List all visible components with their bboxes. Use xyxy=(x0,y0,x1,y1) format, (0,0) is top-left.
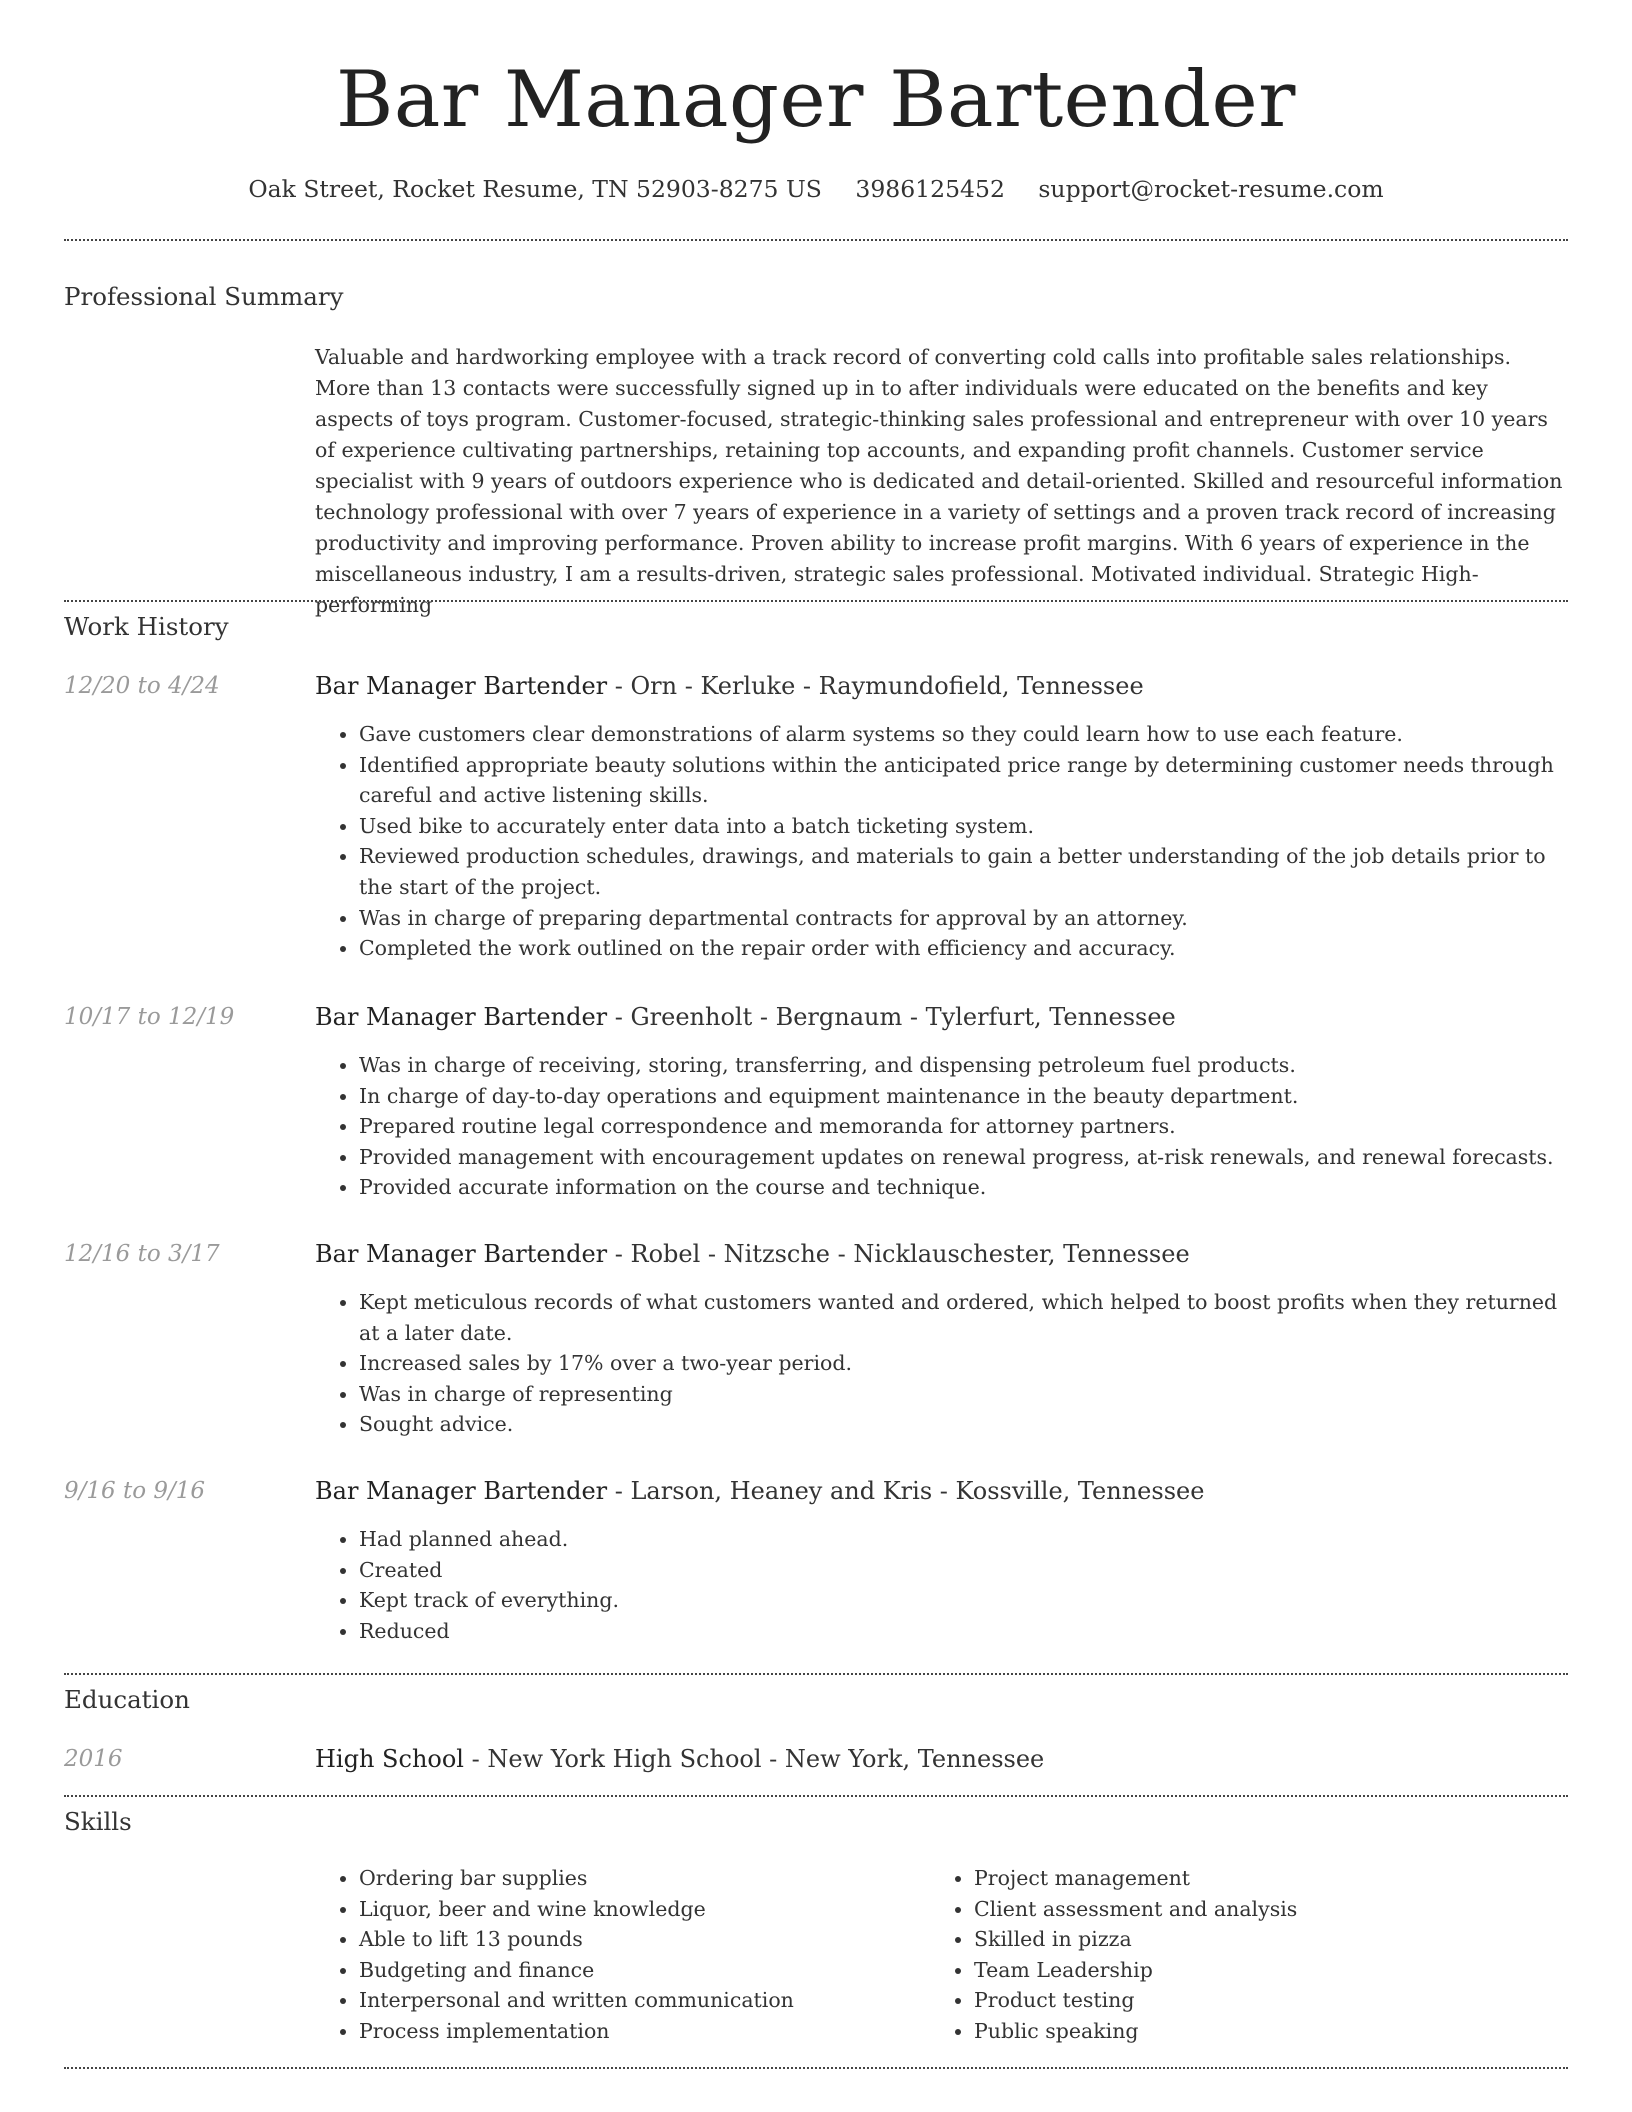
skill-item: • Interpersonal and written communication xyxy=(359,1985,875,2016)
list-item: • Reviewed production schedules, drawings, and materials to gain a better understanding of the job details prior to the start of the project. xyxy=(359,841,1568,902)
job-title xyxy=(315,1474,1204,1508)
job-role: Bar Manager Bartender xyxy=(315,1003,608,1031)
section-title-summary: Professional Summary xyxy=(64,282,344,311)
list-item: • In charge of day-to-day operations and equipment maintenance in the beauty department. xyxy=(359,1081,1568,1112)
section-title-work-history: Work History xyxy=(64,612,229,641)
list-item: • Was in charge of preparing departmental contracts for approval by an attorney. xyxy=(359,903,1568,934)
list-item: • Identified appropriate beauty solutions within the anticipated price range by determining customer needs through careful and active listening skills. xyxy=(359,750,1568,811)
list-item: • Provided management with encouragement updates on renewal progress, at-risk renewals, and renewal forecasts. xyxy=(359,1142,1568,1173)
skill-item: • Public speaking xyxy=(974,2016,1490,2047)
list-item: • Was in charge of representing xyxy=(359,1379,1568,1410)
job-bullets xyxy=(315,1050,1568,1203)
section-title-skills: Skills xyxy=(64,1807,132,1836)
divider xyxy=(64,1673,1568,1675)
list-item: • Completed the work outlined on the repair order with efficiency and accuracy. xyxy=(359,933,1568,964)
skill-item: • Team Leadership xyxy=(974,1955,1490,1986)
job-title xyxy=(315,1000,1176,1034)
contact-phone: 3986125452 xyxy=(855,175,1005,203)
list-item: • Had planned ahead. xyxy=(359,1524,1568,1555)
skills-list-left xyxy=(315,1863,875,2047)
job-date: 9/16 to 9/16 xyxy=(64,1478,206,1504)
contact-email: support@rocket-resume.com xyxy=(1038,175,1384,203)
job-role: Bar Manager Bartender xyxy=(315,1240,608,1268)
job-bullets xyxy=(315,1524,1568,1646)
job-title xyxy=(315,669,1144,703)
list-item: • Created xyxy=(359,1555,1568,1586)
list-item: • Provided accurate information on the course and technique. xyxy=(359,1172,1568,1203)
divider xyxy=(64,239,1568,241)
job-details: - Larson, Heaney and Kris - Kossville, Tennessee xyxy=(607,1477,1205,1505)
summary-text: Valuable and hardworking employee with a track record of converting cold calls into profitable sales relationships. More than 13 contacts were successfully signed up in to after individuals were educated on the benefits and key aspects of toys program. Customer-focused, strategic-thinking sales professional and entrepreneur with over 10 years of experience cultivating partnerships, retaining top accounts, and expanding profit channels. Customer service specialist with 9 years of outdoors experience who is dedicated and detail-oriented. Skilled and resourceful information technology professional with over 7 years of experience in a variety of settings and a proven track record of increasing productivity and improving performance. Proven ability to increase profit margins. With 6 years of experience in the miscellaneous industry, I am a results-driven, strategic sales professional. Motivated individual. Strategic High-performing xyxy=(315,345,1563,617)
list-item: • Kept meticulous records of what customers wanted and ordered, which helped to boost profits when they returned at a later date. xyxy=(359,1287,1568,1348)
divider xyxy=(64,600,1568,602)
list-item: • Prepared routine legal correspondence and memoranda for attorney partners. xyxy=(359,1111,1568,1142)
divider xyxy=(64,2067,1568,2069)
section-title-education: Education xyxy=(64,1685,190,1714)
education-degree: High School xyxy=(315,1745,464,1773)
list-item: • Sought advice. xyxy=(359,1409,1568,1440)
list-item: • Reduced xyxy=(359,1616,1568,1647)
job-details: - Greenholt - Bergnaum - Tylerfurt, Tennessee xyxy=(607,1003,1176,1031)
education-title xyxy=(315,1742,1044,1776)
list-item: • Gave customers clear demonstrations of alarm systems so they could learn how to use each feature. xyxy=(359,719,1568,750)
list-item: • Was in charge of receiving, storing, transferring, and dispensing petroleum fuel products. xyxy=(359,1050,1568,1081)
candidate-name: Bar Manager Bartender xyxy=(336,55,1296,145)
job-date: 12/16 to 3/17 xyxy=(64,1241,220,1267)
job-date: 12/20 to 4/24 xyxy=(64,673,220,699)
skill-item: • Project management xyxy=(974,1863,1490,1894)
skill-item: • Liquor, beer and wine knowledge xyxy=(359,1894,875,1925)
skill-item: • Ordering bar supplies xyxy=(359,1863,875,1894)
education-date: 2016 xyxy=(64,1746,123,1772)
skill-item: • Able to lift 13 pounds xyxy=(359,1924,875,1955)
job-bullets xyxy=(315,1287,1568,1440)
job-details: - Robel - Nitzsche - Nicklauschester, Tennessee xyxy=(607,1240,1190,1268)
divider xyxy=(64,1795,1568,1797)
skill-item: • Product testing xyxy=(974,1985,1490,2016)
skills-list-right xyxy=(930,1863,1490,2047)
contact-line xyxy=(64,172,1568,206)
contact-address: Oak Street, Rocket Resume, TN 52903-8275 US xyxy=(248,175,822,203)
list-item: • Increased sales by 17% over a two-year period. xyxy=(359,1348,1568,1379)
job-bullets xyxy=(315,719,1568,964)
job-role: Bar Manager Bartender xyxy=(315,672,608,700)
job-role: Bar Manager Bartender xyxy=(315,1477,608,1505)
list-item: • Kept track of everything. xyxy=(359,1585,1568,1616)
job-title xyxy=(315,1237,1190,1271)
skill-item: • Process implementation xyxy=(359,2016,875,2047)
education-details: - New York High School - New York, Tennessee xyxy=(463,1745,1045,1773)
job-details: - Orn - Kerluke - Raymundofield, Tennessee xyxy=(607,672,1144,700)
list-item: • Used bike to accurately enter data into a batch ticketing system. xyxy=(359,811,1568,842)
skill-item: • Budgeting and finance xyxy=(359,1955,875,1986)
skill-item: • Client assessment and analysis xyxy=(974,1894,1490,1925)
job-date: 10/17 to 12/19 xyxy=(64,1004,235,1030)
skill-item: • Skilled in pizza xyxy=(974,1924,1490,1955)
